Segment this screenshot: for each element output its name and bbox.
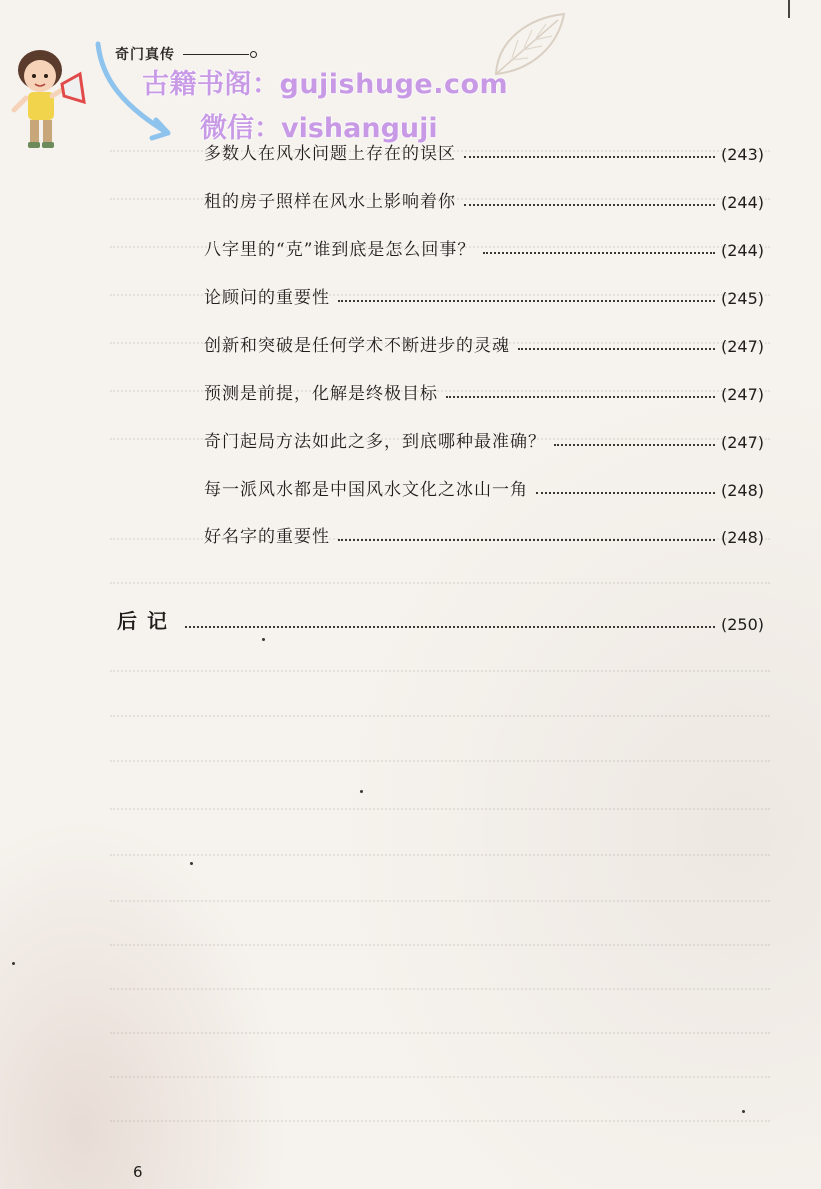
toc-entry[interactable]: [204, 470, 764, 500]
toc-entry[interactable]: [204, 374, 764, 404]
toc-entry[interactable]: [204, 134, 764, 164]
afterword-page: (250): [720, 615, 764, 634]
toc-entry-page: (243): [720, 145, 764, 164]
print-speck: [262, 638, 265, 641]
child-megaphone-icon: [6, 40, 176, 165]
print-speck: [360, 790, 363, 793]
dot-leader: [554, 443, 715, 446]
print-speck: [12, 962, 15, 965]
toc-entry-page: (248): [720, 528, 764, 547]
toc-entry-title: 好名字的重要性: [204, 527, 330, 547]
toc-entry-page: (247): [720, 337, 764, 356]
afterword-title: 后记: [117, 609, 177, 633]
page-number: 6: [133, 1163, 143, 1181]
header-rule: [183, 54, 249, 55]
toc-entry[interactable]: [204, 278, 764, 308]
dot-leader: [464, 155, 715, 158]
print-speck: [742, 1110, 745, 1113]
toc-entry-title: 论顾问的重要性: [204, 288, 330, 308]
header-dot: [250, 51, 257, 58]
toc-entry-page: (248): [720, 481, 764, 500]
dot-leader: [536, 491, 715, 494]
toc-entry-page: (247): [720, 385, 764, 404]
dot-leader: [464, 203, 715, 206]
toc-entry-page: (245): [720, 289, 764, 308]
dot-leader: [483, 251, 715, 254]
dot-leader: [518, 347, 715, 350]
toc-entry-page: (247): [720, 433, 764, 452]
page-edge-mark: [788, 0, 790, 18]
toc-entry-title: 奇门起局方法如此之多，到底哪种最准确？: [204, 432, 546, 452]
dot-leader: [446, 395, 715, 398]
header-title: 奇门真传: [115, 47, 175, 63]
toc-entry-title: 租的房子照样在风水上影响着你: [204, 192, 456, 212]
toc-entry-page: (244): [720, 193, 764, 212]
toc-entry[interactable]: [204, 230, 764, 260]
toc-entry-title: 多数人在风水问题上存在的误区: [204, 144, 456, 164]
toc-entry[interactable]: [204, 517, 764, 547]
watermark-site: 古籍书阁：gujishuge.com: [142, 69, 509, 100]
dot-leader: [338, 299, 715, 302]
toc-entry[interactable]: [204, 182, 764, 212]
toc-entry[interactable]: [204, 326, 764, 356]
toc-entry-title: 每一派风水都是中国风水文化之冰山一角: [204, 480, 528, 500]
dot-leader: [338, 538, 715, 541]
toc-afterword[interactable]: [117, 604, 764, 634]
toc-entry-title: 创新和突破是任何学术不断进步的灵魂: [204, 336, 510, 356]
dot-leader: [185, 625, 715, 628]
toc-entry-page: (244): [720, 241, 764, 260]
print-speck: [190, 862, 193, 865]
toc-entry[interactable]: [204, 422, 764, 452]
toc-entry-title: 八字里的“克”谁到底是怎么回事？: [204, 240, 476, 260]
toc-entry-title: 预测是前提，化解是终极目标: [204, 384, 438, 404]
watermark-wechat: 微信：vishanguji: [200, 113, 438, 144]
